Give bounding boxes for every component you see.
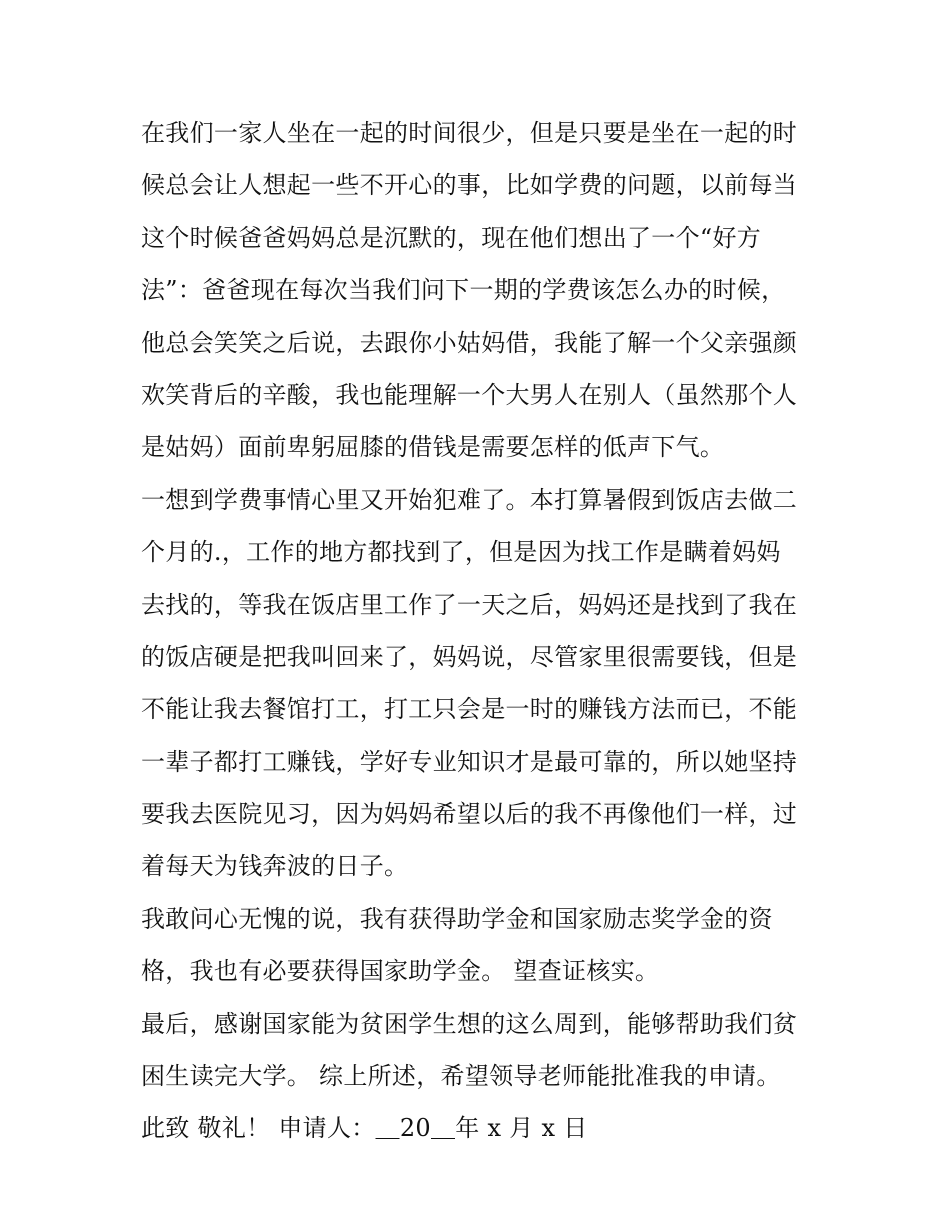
text-line: 要我去医院见习，因为妈妈希望以后的我不再像他们一样，过 [141, 800, 798, 829]
text-line: 欢笑背后的辛酸，我也能理解一个大男人在别人（虽然那个人 [141, 380, 798, 409]
text-line: 法”：爸爸现在每次当我们问下一期的学费该怎么办的时候， [141, 276, 786, 305]
text-line: 格，我也有必要获得国家助学金。 望查证核实。 [141, 957, 660, 986]
text-line: 不能让我去餐馆打工，打工只会是一时的赚钱方法而已，不能 [141, 695, 798, 724]
text-line: 我敢问心无愧的说，我有获得助学金和国家励志奖学金的资 [141, 904, 773, 933]
text-line: 个月的.，工作的地方都找到了，但是因为找工作是瞒着妈妈 [141, 538, 781, 567]
text-line: 去找的，等我在饭店里工作了一天之后，妈妈还是找到了我在 [141, 590, 798, 619]
text-line: 一想到学费事情心里又开始犯难了。本打算暑假到饭店去做二 [141, 485, 798, 514]
text-line: 是姑妈）面前卑躬屈膝的借钱是需要怎样的低声下气。 [141, 433, 725, 462]
text-line: 他总会笑笑之后说，去跟你小姑妈借，我能了解一个父亲强颜 [141, 328, 798, 357]
text-line: 一辈子都打工赚钱，学好专业知识才是最可靠的，所以她坚持 [141, 747, 798, 776]
letter-body [141, 107, 813, 1155]
text-line: 的饭店硬是把我叫回来了，妈妈说，尽管家里很需要钱，但是 [141, 642, 798, 671]
signature-line: 此致 敬礼！ 申请人：＿20＿年 x 月 x 日 [141, 1114, 588, 1143]
text-line: 最后，感谢国家能为贫困学生想的这么周到，能够帮助我们贫 [141, 1009, 798, 1038]
text-line: 在我们一家人坐在一起的时间很少，但是只要是坐在一起的时 [141, 119, 798, 147]
text-line: 候总会让人想起一些不开心的事，比如学费的问题，以前每当 [141, 171, 798, 200]
text-line: 着每天为钱奔波的日子。 [141, 852, 409, 881]
text-line: 困生读完大学。 综上所述，希望领导老师能批准我的申请。 [141, 1062, 781, 1091]
text-line: 这个时候爸爸妈妈总是沉默的，现在他们想出了一个“好方 [141, 223, 762, 252]
